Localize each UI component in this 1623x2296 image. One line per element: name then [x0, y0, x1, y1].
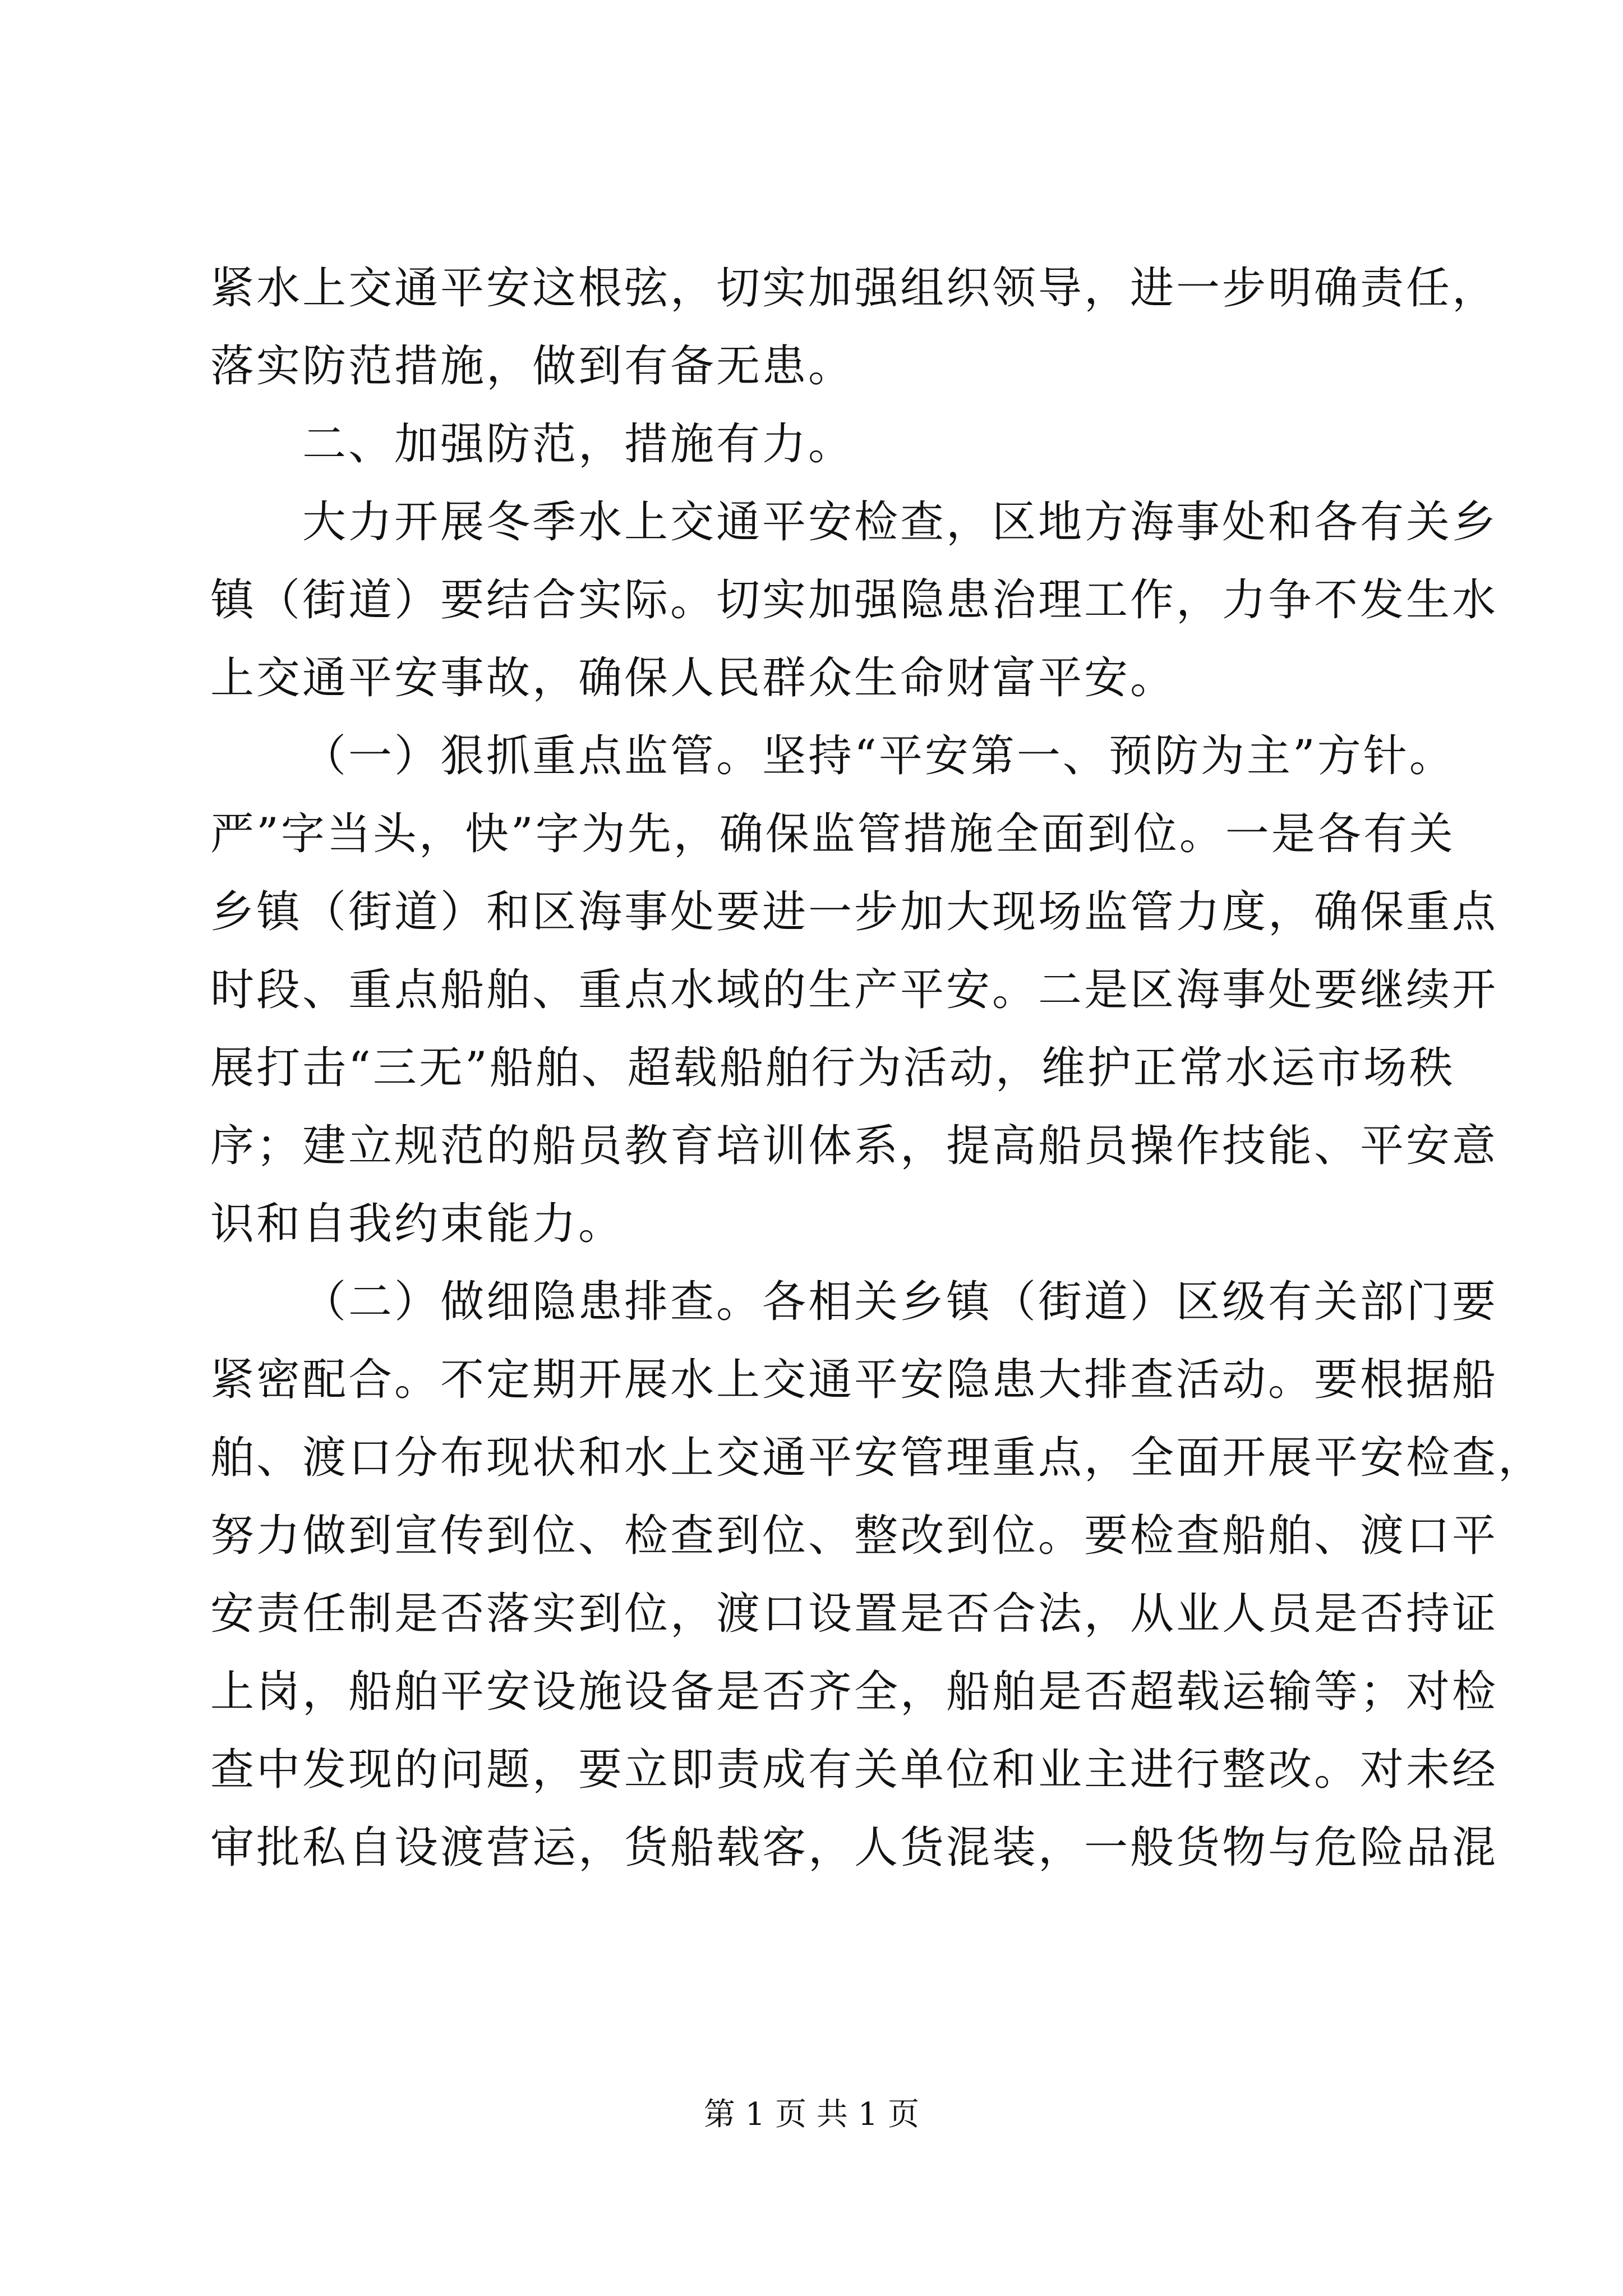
- text-line: 落实防范措施，做到有备无患。: [210, 341, 855, 392]
- text-line: 紧水上交通平安这根弦，切实加强组织领导，进一步明确责任，: [210, 263, 1498, 314]
- text-line: 安责任制是否落实到位，渡口设置是否合法，从业人员是否持证: [210, 1589, 1498, 1639]
- page-footer: 第 1 页 共 1 页: [703, 2096, 920, 2133]
- text-line: 乡镇（街道）和区海事处要进一步加大现场监管力度，确保重点: [210, 887, 1498, 937]
- text-line: 时段、重点船舶、重点水域的生产平安。二是区海事处要继续开: [210, 965, 1498, 1015]
- text-line: 大力开展冬季水上交通平安检查，区地方海事处和各有关乡: [302, 497, 1498, 547]
- text-line: 舶、渡口分布现状和水上交通平安管理重点，全面开展平安检查，: [210, 1433, 1544, 1483]
- text-line: 努力做到宣传到位、检查到位、整改到位。要检查船舶、渡口平: [210, 1511, 1498, 1561]
- subsection-heading: （二）做细隐患排查。各相关乡镇（街道）区级有关部门要: [302, 1277, 1498, 1327]
- section-heading: 二、加强防范，措施有力。: [302, 419, 855, 470]
- text-line: 严”字当头，快”字为先，确保监管措施全面到位。一是各有关: [210, 809, 1455, 859]
- document-body: [210, 250, 1544, 1887]
- subsection-heading: （一）狠抓重点监管。坚持“平安第一、预防为主”方针。: [302, 731, 1455, 781]
- text-line: 上交通平安事故，确保人民群众生命财富平安。: [210, 653, 1177, 703]
- text-line: 镇（街道）要结合实际。切实加强隐患治理工作，力争不发生水: [210, 575, 1498, 625]
- text-line: 展打击“三无”船舶、超载船舶行为活动，维护正常水运市场秩: [210, 1043, 1455, 1093]
- text-line: 紧密配合。不定期开展水上交通平安隐患大排查活动。要根据船: [210, 1355, 1498, 1405]
- text-line: 审批私自设渡营运，货船载客，人货混装，一般货物与危险品混: [210, 1823, 1498, 1873]
- text-line: 识和自我约束能力。: [210, 1199, 625, 1249]
- text-line: 序；建立规范的船员教育培训体系，提高船员操作技能、平安意: [210, 1121, 1498, 1171]
- text-line: 上岗，船舶平安设施设备是否齐全，船舶是否超载运输等；对检: [210, 1667, 1498, 1717]
- text-line: 查中发现的问题，要立即责成有关单位和业主进行整改。对未经: [210, 1745, 1498, 1795]
